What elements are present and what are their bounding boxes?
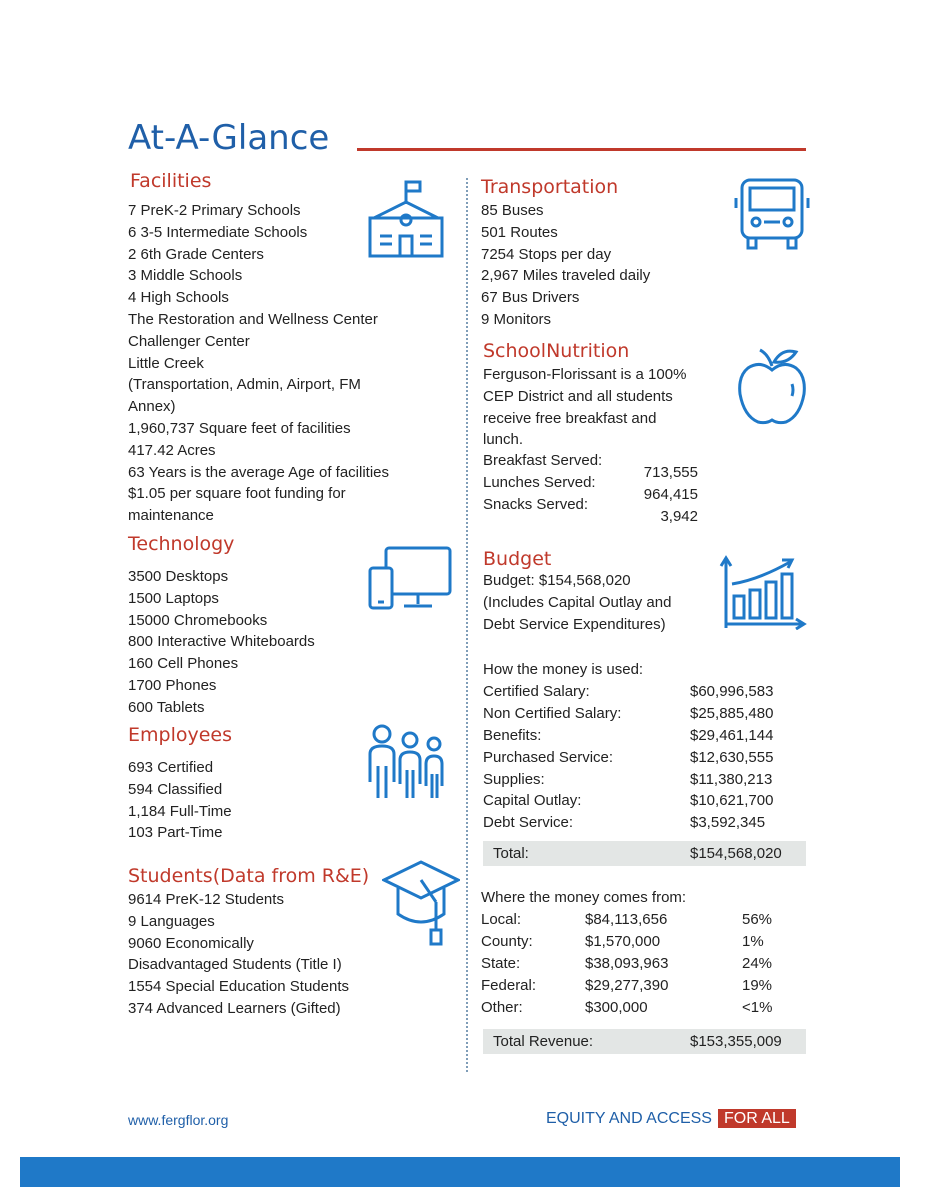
list-line: 1,184 Full-Time xyxy=(128,802,232,820)
list-line: 1554 Special Education Students xyxy=(128,978,349,996)
usage-label: Purchased Service: xyxy=(483,748,614,766)
footer-url[interactable]: www.fergflor.org xyxy=(128,1112,229,1128)
list-line: Breakfast Served: xyxy=(483,452,603,469)
source-pct: <1% xyxy=(742,998,773,1016)
table-row xyxy=(483,725,773,747)
school-icon xyxy=(368,180,444,260)
employees-heading: Employees xyxy=(128,724,232,746)
usage-heading: How the money is used: xyxy=(483,661,644,678)
table-row xyxy=(481,974,772,996)
usage-label: Supplies: xyxy=(483,770,545,788)
tagline-highlight: FOR ALL xyxy=(718,1109,796,1128)
students-list xyxy=(128,889,349,1020)
usage-label: Certified Salary: xyxy=(483,683,590,701)
transportation-heading: Transportation xyxy=(481,176,619,198)
nutrition-list xyxy=(483,364,686,451)
technology-heading: Technology xyxy=(128,533,235,555)
title-rule xyxy=(357,148,806,151)
list-line: 1,960,737 Square feet of facilities xyxy=(128,419,351,437)
list-line: 15000 Chromebooks xyxy=(128,611,268,629)
usage-label: Benefits: xyxy=(483,726,542,744)
list-line: 3,942 xyxy=(660,507,698,525)
list-line: Snacks Served: xyxy=(483,495,589,513)
nutrition-served-labels xyxy=(483,450,602,515)
list-line: 7254 Stops per day xyxy=(481,245,612,263)
list-line: 9 Monitors xyxy=(481,310,552,328)
source-heading: Where the money comes from: xyxy=(481,889,687,906)
table-row xyxy=(481,996,772,1018)
source-pct: 1% xyxy=(742,933,764,951)
list-line: maintenance xyxy=(128,507,214,525)
source-pct: 19% xyxy=(742,976,773,994)
source-value: $38,093,963 xyxy=(585,954,669,972)
table-row xyxy=(483,746,773,768)
transportation-list xyxy=(481,200,650,331)
usage-label: Debt Service: xyxy=(483,814,574,832)
total-bar xyxy=(483,841,806,866)
list-line: $1.05 per square foot funding for xyxy=(128,485,346,503)
list-line: 374 Advanced Learners (Gifted) xyxy=(128,999,341,1017)
people-icon xyxy=(366,722,448,800)
table-row xyxy=(483,681,773,703)
list-line: 9 Languages xyxy=(128,912,215,930)
list-line: 594 Classified xyxy=(128,780,223,798)
column-divider xyxy=(466,178,468,1072)
list-line: Ferguson-Florissant is a 100% xyxy=(483,366,687,383)
usage-value: $25,885,480 xyxy=(690,705,774,723)
usage-value: $29,461,144 xyxy=(690,726,774,744)
table-row xyxy=(483,790,773,812)
list-line: 4 High Schools xyxy=(128,289,229,307)
list-line: 800 Interactive Whiteboards xyxy=(128,633,315,651)
bottom-color-bar xyxy=(20,1157,900,1187)
list-line: 103 Part-Time xyxy=(128,824,223,842)
students-heading: Students(Data from R&E) xyxy=(128,865,370,887)
list-line: 2 6th Grade Centers xyxy=(128,245,264,263)
apple-icon xyxy=(736,344,808,426)
revenue-label: Total Revenue: xyxy=(493,1033,594,1050)
computer-icon xyxy=(368,546,452,612)
list-line: 9060 Economically xyxy=(128,934,254,952)
list-line: CEP District and all students xyxy=(483,387,673,405)
usage-value: $12,630,555 xyxy=(690,748,774,766)
usage-value: $60,996,583 xyxy=(690,683,774,701)
list-line: 160 Cell Phones xyxy=(128,655,239,673)
list-line: Disadvantaged Students (Title I) xyxy=(128,956,342,974)
list-line: 3500 Desktops xyxy=(128,568,229,585)
page-title: At-A-Glance xyxy=(128,118,330,158)
list-line: 501 Routes xyxy=(481,223,558,241)
table-row xyxy=(483,768,773,790)
list-line: 85 Buses xyxy=(481,202,544,219)
tagline-text: EQUITY AND ACCESS xyxy=(546,1110,712,1127)
source-pct: 24% xyxy=(742,954,773,972)
source-value: $1,570,000 xyxy=(585,933,661,951)
nutrition-served-values xyxy=(640,462,698,527)
list-line: 1700 Phones xyxy=(128,676,217,694)
source-value: $29,277,390 xyxy=(585,976,669,994)
list-line: 67 Bus Drivers xyxy=(481,289,580,307)
table-row xyxy=(481,909,772,931)
list-line: 63 Years is the average Age of facilities xyxy=(128,463,390,481)
source-label: Federal: xyxy=(481,976,537,994)
nutrition-heading: SchoolNutrition xyxy=(483,340,630,362)
usage-value: $3,592,345 xyxy=(690,814,766,832)
usage-value: $10,621,700 xyxy=(690,792,774,810)
source-value: $300,000 xyxy=(585,998,648,1016)
list-line: 964,415 xyxy=(643,485,698,503)
table-row xyxy=(483,812,773,834)
growth-chart-icon xyxy=(718,554,808,630)
list-line: 6 3-5 Intermediate Schools xyxy=(128,223,308,241)
list-line: 7 PreK-2 Primary Schools xyxy=(128,202,301,219)
list-line: Budget: $154,568,020 xyxy=(483,572,631,589)
list-line: 693 Certified xyxy=(128,759,214,776)
list-line: Little Creek xyxy=(128,354,204,372)
source-pct: 56% xyxy=(742,911,773,929)
list-line: The Restoration and Wellness Center xyxy=(128,310,378,328)
employees-list xyxy=(128,757,232,844)
list-line: 9614 PreK-12 Students xyxy=(128,891,284,908)
list-line: (Includes Capital Outlay and xyxy=(483,593,672,611)
budget-list xyxy=(483,570,671,635)
list-line: 713,555 xyxy=(643,464,698,481)
facilities-heading: Facilities xyxy=(130,170,212,192)
source-label: Local: xyxy=(481,911,522,929)
list-line: Challenger Center xyxy=(128,332,250,350)
list-line: Annex) xyxy=(128,398,176,416)
source-label: State: xyxy=(481,954,521,972)
table-row xyxy=(483,703,773,725)
list-line: 417.42 Acres xyxy=(128,441,216,459)
total-label: Total: xyxy=(493,845,529,862)
source-value: $84,113,656 xyxy=(585,911,668,929)
source-label: Other: xyxy=(481,998,523,1016)
footer-tagline xyxy=(546,1110,796,1128)
list-line: Lunches Served: xyxy=(483,473,596,491)
graduation-cap-icon xyxy=(382,858,460,950)
technology-list xyxy=(128,566,315,719)
source-label: County: xyxy=(481,933,533,951)
facilities-list xyxy=(128,200,389,527)
usage-label: Non Certified Salary: xyxy=(483,705,622,723)
list-line: 3 Middle Schools xyxy=(128,267,243,285)
list-line: Debt Service Expenditures) xyxy=(483,615,666,633)
table-row xyxy=(481,931,772,953)
list-line: 1500 Laptops xyxy=(128,589,219,607)
list-line: 600 Tablets xyxy=(128,698,205,716)
list-line: receive free breakfast and xyxy=(483,409,657,427)
revenue-value: $153,355,009 xyxy=(690,1033,782,1050)
budget-heading: Budget xyxy=(483,548,552,570)
usage-label: Capital Outlay: xyxy=(483,792,582,810)
revenue-bar xyxy=(483,1029,806,1054)
list-line: lunch. xyxy=(483,431,524,449)
list-line: (Transportation, Admin, Airport, FM xyxy=(128,376,361,394)
usage-value: $11,380,213 xyxy=(690,770,773,788)
total-value: $154,568,020 xyxy=(690,845,782,862)
source-table xyxy=(481,909,772,1018)
list-line: 2,967 Miles traveled daily xyxy=(481,267,651,285)
usage-table xyxy=(483,681,773,834)
bus-icon xyxy=(734,178,810,250)
table-row xyxy=(481,953,772,975)
